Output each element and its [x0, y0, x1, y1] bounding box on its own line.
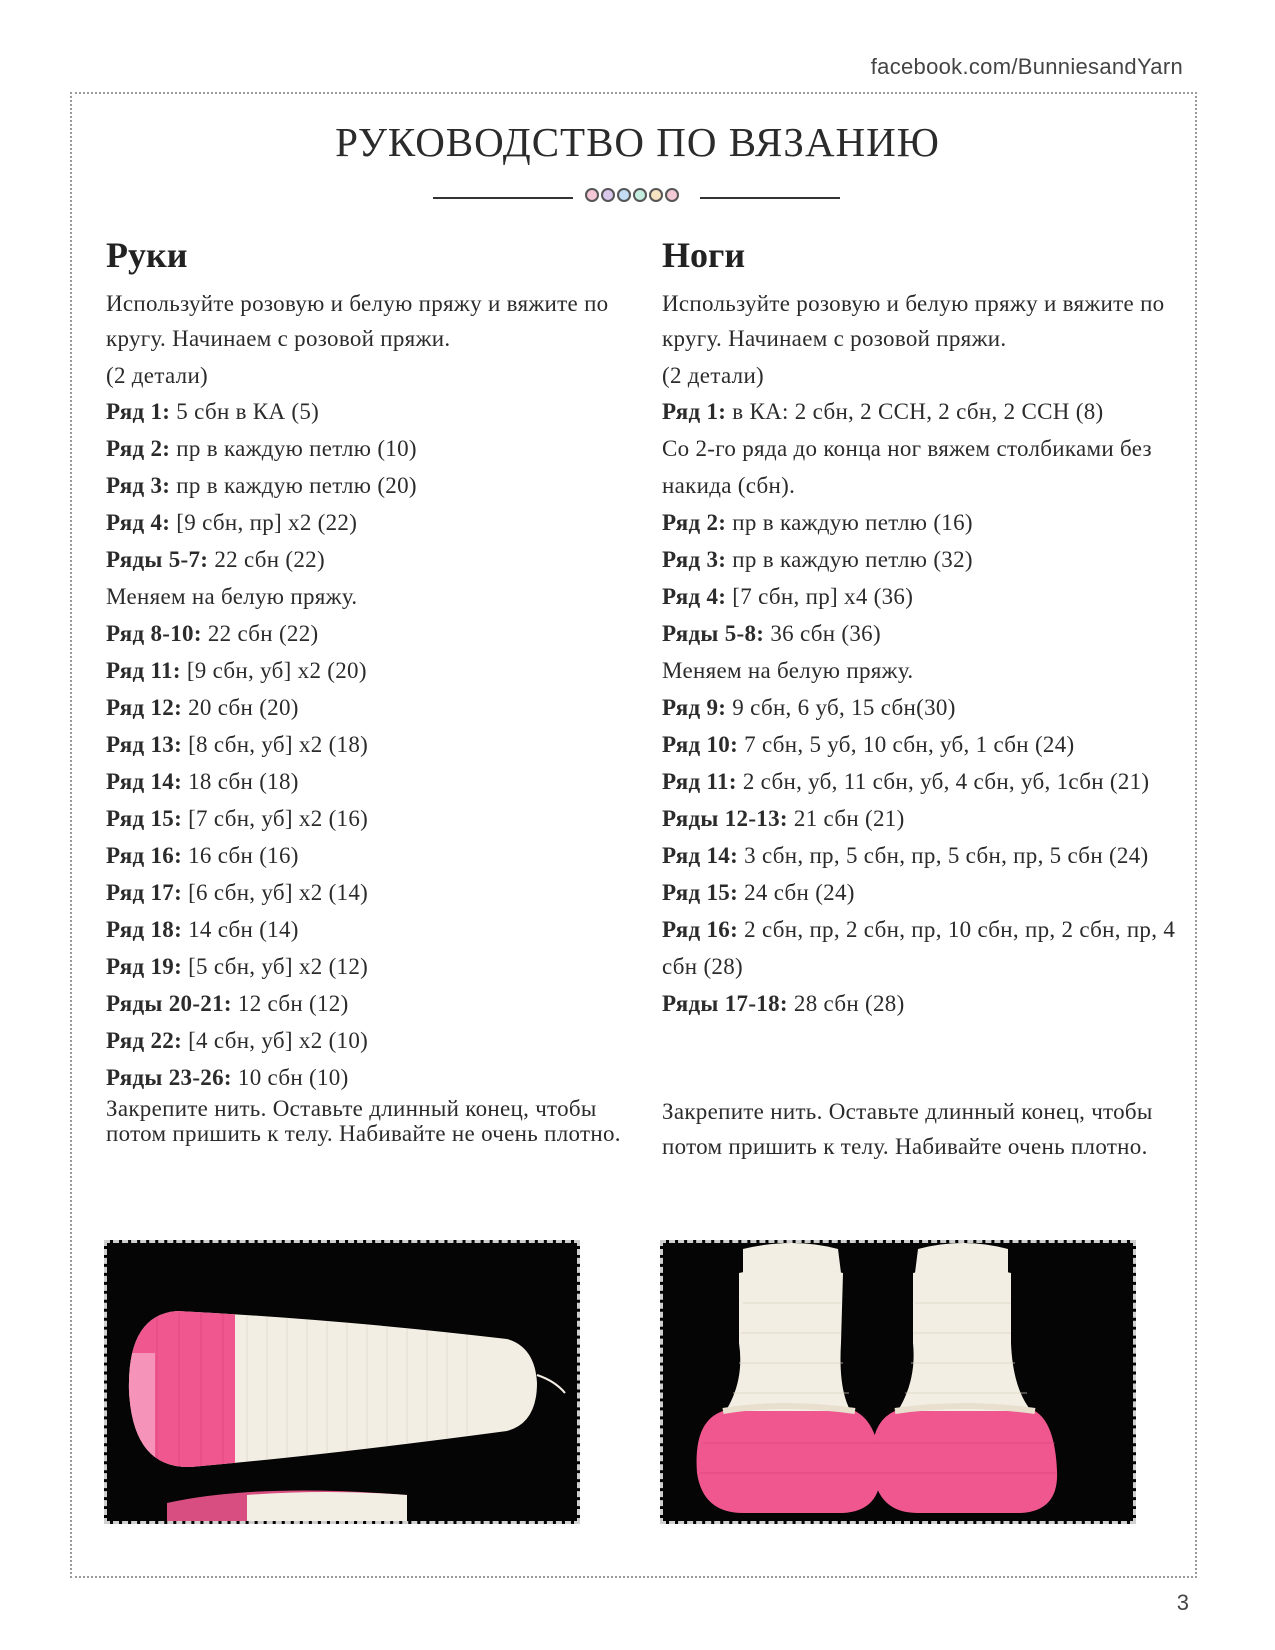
- legs-row: [662, 726, 1202, 763]
- legs-row: [662, 874, 1202, 911]
- row-label: Ряд 13:: [106, 732, 183, 757]
- row-text: 36 сбн (36): [764, 621, 881, 646]
- arms-section: [106, 232, 626, 1146]
- row-label: Ряд 2:: [106, 436, 171, 461]
- arms-row: [106, 837, 626, 874]
- row-label: Ряды 20-21:: [106, 991, 232, 1016]
- page-title: РУКОВОДСТВО ПО ВЯЗАНИЮ: [335, 119, 940, 165]
- divider-dot: [665, 188, 679, 202]
- arms-row: [106, 393, 626, 430]
- legs-row: [662, 578, 1202, 615]
- divider-dot: [633, 188, 647, 202]
- row-text: пр в каждую петлю (32): [726, 547, 973, 572]
- arms-row: [106, 615, 626, 652]
- arms-row: [106, 726, 626, 763]
- row-label: Ряд 16:: [106, 843, 183, 868]
- row-label: Ряд 4:: [662, 584, 727, 609]
- legs-row: [662, 837, 1202, 874]
- legs-row: [662, 504, 1202, 541]
- legs-heading: Ноги: [662, 235, 746, 275]
- row-text: [7 сбн, пр] х4 (36): [726, 584, 914, 609]
- legs-row: [662, 763, 1202, 800]
- row-text: [9 сбн, уб] х2 (20): [180, 658, 367, 683]
- row-label: Ряд 19:: [106, 954, 183, 979]
- legs-row: [662, 800, 1202, 837]
- row-text: 20 сбн (20): [182, 695, 299, 720]
- row-label: Ряды 5-7:: [106, 547, 209, 572]
- row-text: 2 сбн, пр, 2 сбн, пр, 10 сбн, пр, 2 сбн, пр, 4 сбн (28): [662, 917, 1176, 979]
- arms-row: [106, 541, 626, 578]
- row-text: пр в каждую петлю (16): [726, 510, 973, 535]
- row-label: Ряды 5-8:: [662, 621, 765, 646]
- arms-row: [106, 467, 626, 504]
- row-text: 5 сбн в КА (5): [170, 399, 320, 424]
- legs-row: [662, 541, 1202, 578]
- arms-row: [106, 763, 626, 800]
- row-label: Ряд 4:: [106, 510, 171, 535]
- legs-intro: Используйте розовую и белую пряжу и вяжите по кругу. Начинаем с розовой пряжи.: [662, 291, 1165, 351]
- arms-row: [106, 948, 626, 985]
- row-text: Меняем на белую пряжу.: [662, 658, 914, 683]
- row-label: Ряд 12:: [106, 695, 183, 720]
- page-number: 3: [1176, 1590, 1189, 1615]
- arms-intro: Используйте розовую и белую пряжу и вяжите по кругу. Начинаем с розовой пряжи.: [106, 291, 609, 351]
- legs-row: [662, 393, 1202, 430]
- legs-illustration: [663, 1243, 1133, 1521]
- row-text: 28 сбн (28): [787, 991, 905, 1016]
- legs-row: [662, 689, 1202, 726]
- row-label: Ряд 18:: [106, 917, 183, 942]
- row-text: 9 сбн, 6 уб, 15 сбн(30): [726, 695, 956, 720]
- divider-rule-left: [433, 197, 573, 199]
- row-text: Меняем на белую пряжу.: [106, 584, 358, 609]
- legs-row: [662, 985, 1202, 1022]
- row-label: Ряд 3:: [106, 473, 171, 498]
- row-text: 16 сбн (16): [182, 843, 299, 868]
- row-text: пр в каждую петлю (20): [170, 473, 417, 498]
- row-text: 12 сбн (12): [231, 991, 349, 1016]
- title-divider: [0, 188, 1275, 208]
- divider-rule-right: [700, 197, 840, 199]
- row-label: Ряд 2:: [662, 510, 727, 535]
- legs-finish: Закрепите нить. Оставьте длинный конец, чтобы потом пришить к телу. Набивайте очень плотно.: [662, 1099, 1153, 1159]
- row-text: пр в каждую петлю (10): [170, 436, 417, 461]
- row-label: Ряд 1:: [662, 399, 727, 424]
- legs-photo: [660, 1240, 1136, 1524]
- arms-count: (2 детали): [106, 363, 209, 388]
- row-text: в КА: 2 сбн, 2 ССН, 2 сбн, 2 ССН (8): [726, 399, 1104, 424]
- arms-row: [106, 1059, 626, 1096]
- legs-row: [662, 911, 1202, 985]
- row-text: 7 сбн, 5 уб, 10 сбн, уб, 1 сбн (24): [738, 732, 1075, 757]
- legs-count: (2 детали): [662, 363, 765, 388]
- divider-dot: [601, 188, 615, 202]
- row-label: Ряд 15:: [662, 880, 739, 905]
- row-text: 3 сбн, пр, 5 сбн, пр, 5 сбн, пр, 5 сбн (24): [738, 843, 1149, 868]
- row-label: Ряд 11:: [662, 769, 737, 794]
- row-text: 21 сбн (21): [787, 806, 905, 831]
- row-label: Ряд 15:: [106, 806, 183, 831]
- row-label: Ряд 10:: [662, 732, 739, 757]
- row-text: 18 сбн (18): [182, 769, 299, 794]
- row-label: Ряды 23-26:: [106, 1065, 232, 1090]
- legs-row: [662, 430, 1202, 504]
- legs-section: [662, 232, 1202, 1164]
- row-label: Ряд 14:: [662, 843, 739, 868]
- row-label: Ряд 14:: [106, 769, 183, 794]
- row-label: Ряд 9:: [662, 695, 727, 720]
- legs-row: [662, 615, 1202, 652]
- legs-row: [662, 652, 1202, 689]
- row-text: 2 сбн, уб, 11 сбн, уб, 4 сбн, уб, 1сбн (21): [736, 769, 1150, 794]
- row-text: [8 сбн, уб] х2 (18): [182, 732, 369, 757]
- row-text: 22 сбн (22): [208, 547, 325, 572]
- arms-row: [106, 504, 626, 541]
- row-text: 24 сбн (24): [738, 880, 855, 905]
- row-label: Ряд 16:: [662, 917, 739, 942]
- arms-row: [106, 578, 626, 615]
- divider-dot: [617, 188, 631, 202]
- row-text: [4 сбн, уб] х2 (10): [182, 1028, 369, 1053]
- row-text: [6 сбн, уб] х2 (14): [182, 880, 369, 905]
- arms-rows: [106, 393, 626, 1096]
- row-text: Со 2-го ряда до конца ног вяжем столбиками без накида (сбн).: [662, 436, 1152, 498]
- arms-finish: Закрепите нить. Оставьте длинный конец, чтобы потом пришить к телу. Набивайте не очень плотно.: [106, 1096, 621, 1146]
- row-label: Ряд 11:: [106, 658, 181, 683]
- row-label: Ряды 17-18:: [662, 991, 788, 1016]
- row-label: Ряд 3:: [662, 547, 727, 572]
- row-text: [7 сбн, уб] х2 (16): [182, 806, 369, 831]
- row-text: 14 сбн (14): [182, 917, 299, 942]
- arms-row: [106, 652, 626, 689]
- arms-row: [106, 800, 626, 837]
- row-label: Ряд 17:: [106, 880, 183, 905]
- arms-row: [106, 1022, 626, 1059]
- divider-dot: [649, 188, 663, 202]
- arms-row: [106, 874, 626, 911]
- row-text: [9 сбн, пр] х2 (22): [170, 510, 358, 535]
- arm-illustration: [107, 1243, 577, 1521]
- row-label: Ряды 12-13:: [662, 806, 788, 831]
- arm-photo: [104, 1240, 580, 1524]
- row-text: 22 сбн (22): [201, 621, 319, 646]
- arms-row: [106, 689, 626, 726]
- row-text: [5 сбн, уб] х2 (12): [182, 954, 369, 979]
- row-text: 10 сбн (10): [231, 1065, 349, 1090]
- divider-dots: [585, 188, 679, 202]
- arms-heading: Руки: [106, 235, 188, 275]
- legs-rows: [662, 393, 1202, 1022]
- arms-row: [106, 430, 626, 467]
- divider-dot: [585, 188, 599, 202]
- source-link[interactable]: facebook.com/BunniesandYarn: [870, 54, 1183, 79]
- row-label: Ряд 8-10:: [106, 621, 202, 646]
- arms-row: [106, 985, 626, 1022]
- row-label: Ряд 1:: [106, 399, 171, 424]
- row-label: Ряд 22:: [106, 1028, 183, 1053]
- arms-row: [106, 911, 626, 948]
